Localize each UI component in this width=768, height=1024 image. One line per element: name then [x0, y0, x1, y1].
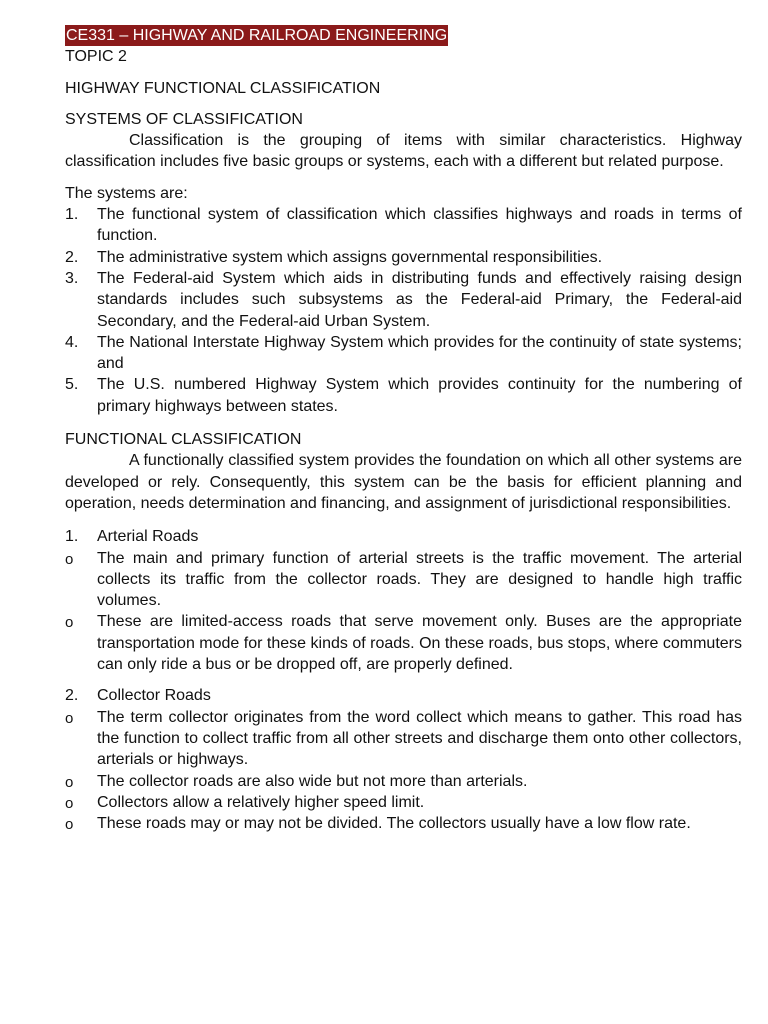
- systems-list-lead: The systems are:: [65, 184, 188, 202]
- list-number: 1.: [65, 206, 79, 224]
- collector-bullet-list: [65, 707, 742, 835]
- circle-bullet-icon: o: [65, 773, 74, 791]
- section-heading-arterial: [65, 526, 742, 547]
- document-page: [65, 25, 742, 834]
- list-item: [65, 247, 742, 268]
- systems-heading: SYSTEMS OF CLASSIFICATION: [65, 110, 303, 128]
- course-title: CE331 – HIGHWAY AND RAILROAD ENGINEERING: [66, 27, 448, 44]
- list-item-text: The main and primary function of arterial streets is the traffic movement. The arterial collects its traffic from the collector roads. They are designed to handle high traffic volumes.: [97, 549, 742, 610]
- document-title: HIGHWAY FUNCTIONAL CLASSIFICATION: [65, 79, 381, 97]
- list-item: [65, 707, 742, 771]
- systems-intro: Classification is the grouping of items with similar characteristics. Highway classification includes five basic groups or systems, each with a different but related purpose.: [65, 132, 742, 171]
- list-item: [65, 611, 742, 675]
- circle-bullet-icon: o: [65, 709, 74, 727]
- circle-bullet-icon: o: [65, 550, 74, 568]
- circle-bullet-icon: o: [65, 794, 74, 812]
- list-item-text: These roads may or may not be divided. The collectors usually have a low flow rate.: [97, 815, 691, 833]
- list-item-text: The functional system of classification which classifies highways and roads in terms of function.: [97, 206, 742, 245]
- circle-bullet-icon: o: [65, 614, 74, 632]
- section-title: Collector Roads: [97, 687, 211, 705]
- topic-label: TOPIC 2: [65, 48, 127, 66]
- list-item-text: The U.S. numbered Highway System which provides continuity for the numbering of primary highways between states.: [97, 376, 742, 415]
- list-item: [65, 813, 742, 834]
- list-item-text: The National Interstate Highway System which provides for the continuity of state systems; and: [97, 333, 742, 373]
- list-number: 4.: [65, 333, 79, 351]
- list-item: [65, 332, 742, 375]
- list-number: 5.: [65, 376, 79, 394]
- arterial-bullet-list: [65, 548, 742, 676]
- section-heading-collector: [65, 685, 742, 706]
- list-number: 2.: [65, 248, 79, 266]
- list-item-text: The term collector originates from the word collect which means to gather. This road has the function to collect traffic from all other streets and discharge them onto other collectors, arterials or highways.: [97, 708, 742, 769]
- course-title-line: [65, 25, 742, 46]
- list-item: [65, 204, 742, 247]
- list-item: [65, 792, 742, 813]
- functional-heading: FUNCTIONAL CLASSIFICATION: [65, 431, 302, 449]
- section-number: 2.: [65, 687, 79, 705]
- list-item-text: These are limited-access roads that serve movement only. Buses are the appropriate transportation mode for these kinds of roads. On these roads, bus stops, where commuters can only ride a bus or be dropped off, are properly defined.: [97, 613, 742, 674]
- section-title: Arterial Roads: [97, 528, 199, 546]
- list-number: 3.: [65, 269, 79, 287]
- list-item-text: The collector roads are also wide but not more than arterials.: [97, 772, 528, 790]
- list-item-text: The administrative system which assigns governmental responsibilities.: [97, 248, 603, 266]
- list-item: [65, 548, 742, 612]
- list-item: [65, 374, 742, 417]
- list-item-text: Collectors allow a relatively higher speed limit.: [97, 793, 425, 811]
- section-number: 1.: [65, 528, 79, 546]
- list-item-text: The Federal-aid System which aids in distributing funds and effectively raising design standards includes such subsystems as the Federal-aid Primary, the Federal-aid Secondary, and the Federal-aid Urban System.: [97, 269, 742, 330]
- systems-list: [65, 204, 742, 417]
- list-item: [65, 268, 742, 332]
- circle-bullet-icon: o: [65, 816, 74, 834]
- list-item: [65, 771, 742, 792]
- functional-intro: A functionally classified system provides the foundation on which all other systems are developed or rely. Consequently, this system can be the basis for efficient planning and operation, needs determination and financing, and assignment of jurisdictional responsibilities.: [65, 452, 742, 512]
